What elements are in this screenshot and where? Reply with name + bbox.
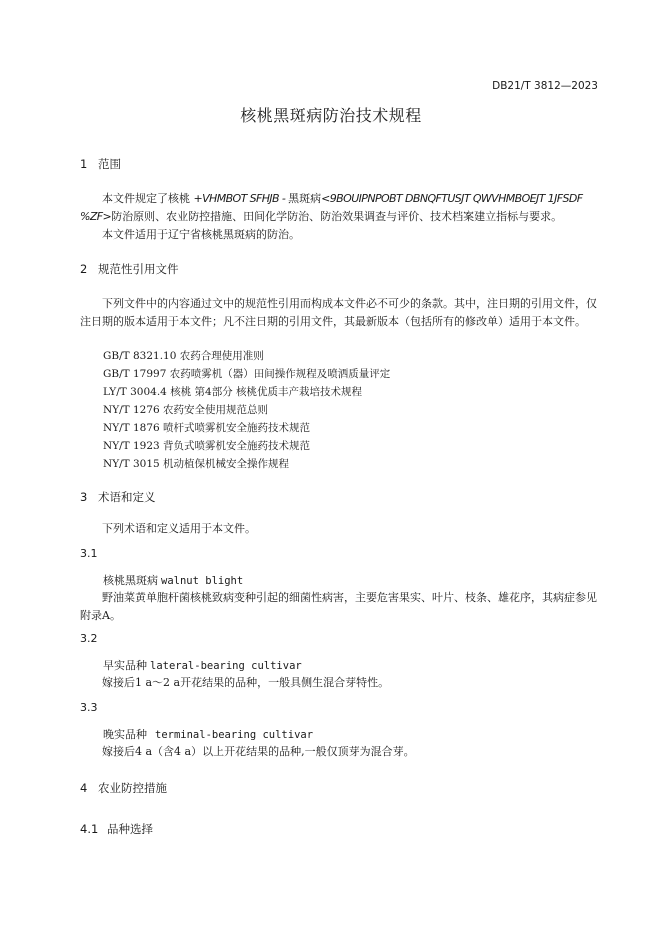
section-2-title: 规范性引用文件 xyxy=(98,262,179,276)
section-4-heading xyxy=(80,780,167,796)
term-definition: 嫁接后1 a～2 a开花结果的品种，一般具侧生混合芽特性。 xyxy=(102,676,390,689)
reference-item: NY/T 1276 农药安全使用规范总则 xyxy=(103,404,269,416)
scope-text-a: 本文件规定了核桃 xyxy=(102,192,194,205)
term-english: terminal-bearing cultivar xyxy=(155,729,314,741)
standard-code: DB21/T 3812—2023 xyxy=(492,80,598,92)
section-3-intro: 下列术语和定义适用于本文件。 xyxy=(102,522,256,535)
reference-item: NY/T 1923 背负式喷雾机安全施药技术规范 xyxy=(103,440,311,452)
term-definition: 野油菜黄单胞杆菌核桃致病变种引起的细菌性病害，主要危害果实、叶片、枝条、雄花序，其病症参见附录A。 xyxy=(80,591,597,622)
term-number: 3.3 xyxy=(80,701,98,714)
subsection-4-1-number: 4.1 xyxy=(80,822,99,836)
section-4-title: 农业防控措施 xyxy=(98,781,167,795)
term-name: 晚实品种 xyxy=(103,728,147,741)
term-heading xyxy=(103,572,243,588)
term-number: 3.2 xyxy=(80,632,98,645)
reference-item: LY/T 3004.4 核桃 第4部分 核桃优质丰产栽培技术规程 xyxy=(103,386,363,398)
reference-item: GB/T 8321.10 农药合理使用准则 xyxy=(103,350,264,362)
section-3-heading xyxy=(80,489,156,505)
section-2-heading xyxy=(80,261,179,277)
reference-item: NY/T 3015 机动植保机械安全操作规程 xyxy=(103,458,290,470)
section-1-paragraph-1 xyxy=(80,190,600,226)
term-heading xyxy=(103,726,313,742)
scope-latin-genus: +VHMBOT SFHJB - xyxy=(193,192,289,205)
document-title: 核桃黑斑病防治技术规程 xyxy=(240,106,422,125)
scope-latin-pathogen: <9BOUIPNPOBT DBNQFTUSJT QWVHMBOEJT 1JFSDF %ZF> xyxy=(80,192,583,223)
section-1-heading xyxy=(80,156,121,172)
term-number: 3.1 xyxy=(80,547,98,560)
section-1-number: 1 xyxy=(80,157,88,171)
section-2-number: 2 xyxy=(80,262,88,276)
scope-text-b: 黑斑病 xyxy=(288,192,322,205)
subsection-4-1-title: 品种选择 xyxy=(107,822,153,836)
subsection-4-1-heading xyxy=(80,821,153,837)
reference-item: NY/T 1876 喷杆式喷雾机安全施药技术规范 xyxy=(103,422,311,434)
term-heading xyxy=(103,657,302,673)
term-english: lateral-bearing cultivar xyxy=(150,660,302,672)
section-3-title: 术语和定义 xyxy=(98,490,156,504)
section-4-number: 4 xyxy=(80,781,88,795)
term-definition: 嫁接后4 a（含4 a）以上开花结果的品种,一般仅顶芽为混合芽。 xyxy=(102,745,415,758)
term-english: walnut blight xyxy=(161,575,244,587)
section-1-title: 范围 xyxy=(98,157,121,171)
scope-text-c: 防治原则、农业防控措施、田间化学防治、防治效果调查与评价、技术档案建立指标与要求。 xyxy=(111,210,563,223)
reference-item: GB/T 17997 农药喷雾机（器）田间操作规程及喷洒质量评定 xyxy=(103,368,391,380)
section-2-intro: 下列文件中的内容通过文中的规范性引用而构成本文件必不可少的条款。其中，注日期的引用文件，仅注日期的版本适用于本文件；凡不注日期的引用文件，其最新版本（包括所有的修改单）适用于本文件。 xyxy=(80,297,597,328)
term-name: 核桃黑斑病 xyxy=(103,574,158,587)
section-3-number: 3 xyxy=(80,490,88,504)
term-name: 早实品种 xyxy=(103,659,147,672)
section-1-paragraph-2: 本文件适用于辽宁省核桃黑斑病的防治。 xyxy=(102,228,300,241)
